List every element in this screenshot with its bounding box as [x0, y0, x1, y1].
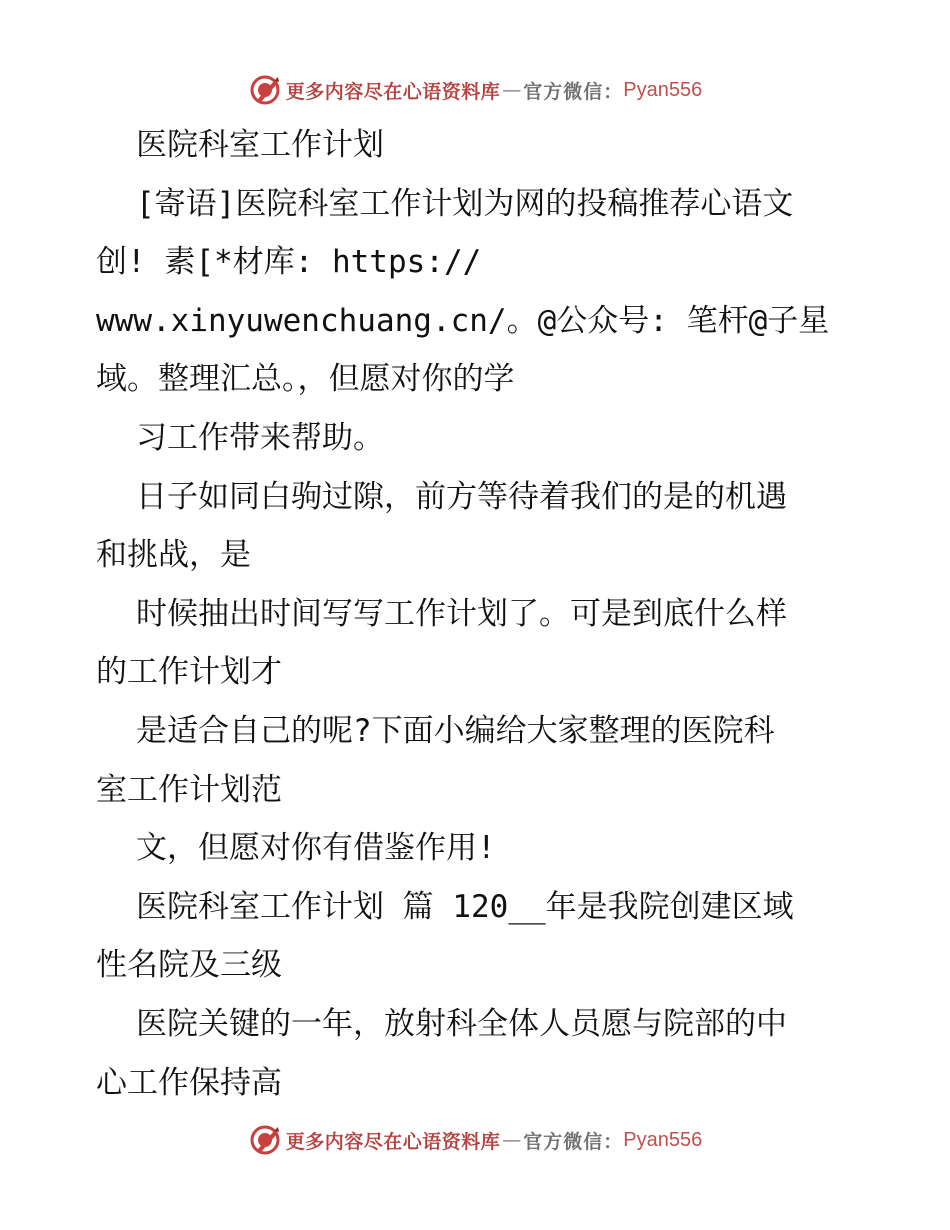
text-line: 医院关键的一年，放射科全体人员愿与院部的中 — [136, 1005, 787, 1042]
document-body — [96, 116, 866, 1112]
text-line: www.xinyuwenchuang.cn/。@公众号: 笔杆@子星 — [96, 302, 830, 339]
banner-wechat-id: Pyan556 — [623, 78, 703, 101]
text-line: 日子如同白驹过隙，前方等待着我们的是的机遇 — [136, 478, 787, 515]
text-line: 文，但愿对你有借鉴作用! — [136, 830, 496, 867]
text-line: 性名院及三级 — [96, 947, 282, 984]
header-banner — [0, 70, 950, 110]
banner-site-name: 更多内容尽在心语资料库 — [285, 80, 501, 103]
text-line: 创! 素[*材库: https:// — [96, 244, 482, 281]
text-line: 的工作计划才 — [96, 654, 282, 691]
banner-site-name: 更多内容尽在心语资料库 — [285, 1130, 501, 1153]
banner-separator: — — [502, 79, 522, 101]
banner-wechat-label: 官方微信： — [523, 80, 624, 103]
text-line: 和挑战，是 — [96, 537, 251, 574]
text-line: 心工作保持高 — [96, 1064, 282, 1101]
text-line: 习工作带来帮助。 — [136, 419, 384, 456]
text-line: 室工作计划范 — [96, 771, 282, 808]
text-line: 医院科室工作计划 — [136, 127, 384, 163]
pen-logo-icon — [248, 73, 282, 107]
pen-logo-icon — [248, 1123, 282, 1157]
banner-wechat-label: 官方微信： — [523, 1130, 624, 1153]
text-line: 域。整理汇总。，但愿对你的学 — [96, 361, 515, 398]
text-line: [寄语]医院科室工作计划为网的投稿推荐心语文 — [136, 185, 794, 222]
banner-separator: — — [502, 1129, 522, 1151]
banner-wechat-id: Pyan556 — [623, 1128, 703, 1151]
text-line: 是适合自己的呢?下面小编给大家整理的医院科 — [136, 712, 775, 749]
text-line: 时候抽出时间写写工作计划了。可是到底什么样 — [136, 595, 787, 632]
text-line: 医院科室工作计划 篇 120__年是我院创建区域 — [136, 888, 794, 925]
footer-banner — [0, 1120, 950, 1160]
